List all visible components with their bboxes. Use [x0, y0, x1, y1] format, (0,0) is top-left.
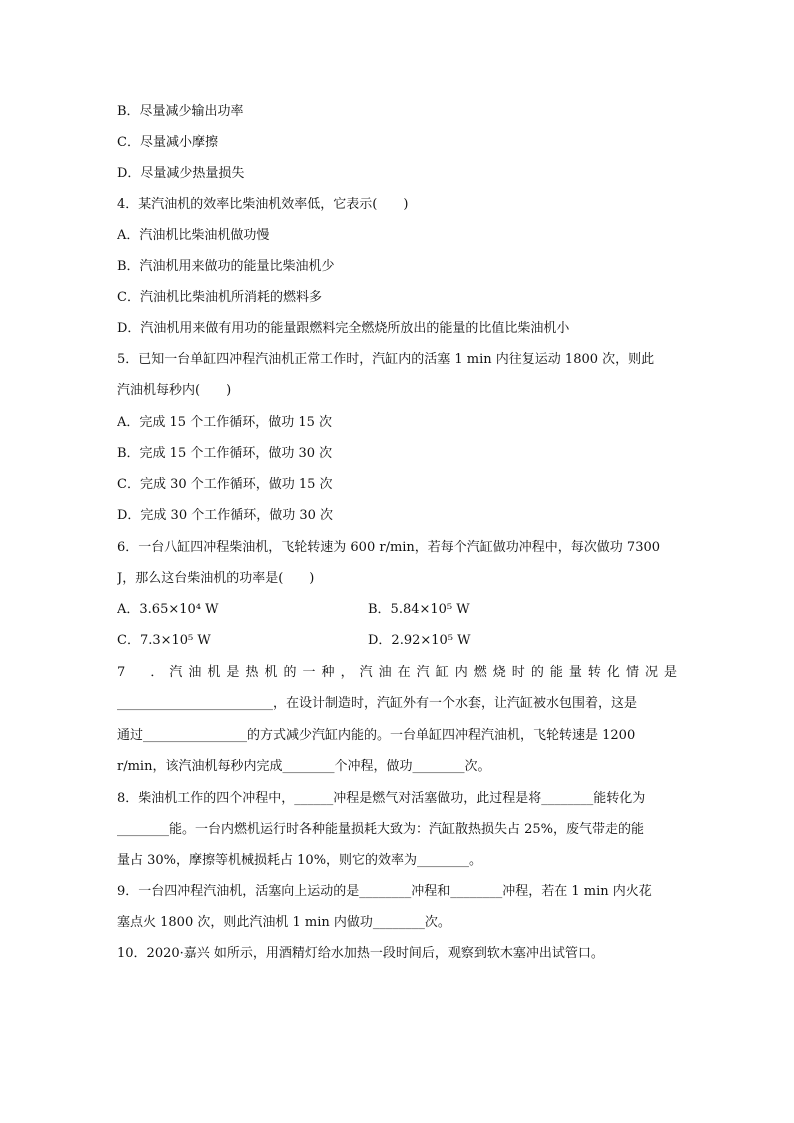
q5-option-d: D．完成 30 个工作循环，做功 30 次: [117, 508, 334, 523]
q3-option-d: D．尽量减少热量损失: [117, 166, 245, 181]
q8-line-1: 8．柴油机工作的四个冲程中，______冲程是燃气对活塞做功，此过程是将________能转化为: [117, 791, 646, 806]
q6-stem-line-2: J，那么这台柴油机的功率是( ): [117, 571, 315, 586]
q8-line-3: 量占 30%，摩擦等机械损耗占 10%，则它的效率为________。: [117, 853, 483, 868]
q5-stem-line-2: 汽油机每秒内( ): [117, 383, 232, 398]
q3-option-c: C．尽量减小摩擦: [117, 135, 218, 150]
q6-options-row-2: [117, 631, 677, 651]
q6-stem-line-1: 6．一台八缸四冲程柴油机，飞轮转速为 600 r/min，若每个汽缸做功冲程中，每次做功 7300: [117, 540, 661, 555]
q7-line-1: 7 ．汽油机是热机的一种，汽油在汽缸内燃烧时的能量转化情况是: [117, 665, 677, 680]
q3-option-b: B．尽量减少输出功率: [117, 104, 244, 119]
q6-options-row-1: [117, 600, 677, 620]
q4-stem: 4．某汽油机的效率比柴油机效率低，它表示( ): [117, 197, 409, 212]
q8-line-2: ________能。一台内燃机运行时各种能量损耗大致为：汽缸散热损失占 25%，废气带走的能: [117, 822, 645, 837]
q7-line-4: r/min，该汽油机每秒内完成________个冲程，做功________次。: [117, 759, 491, 774]
q4-option-c: C．汽油机比柴油机所消耗的燃料多: [117, 290, 322, 305]
q9-line-2: 塞点火 1800 次，则此汽油机 1 min 内做功________次。: [117, 915, 451, 930]
q7-line-2: ________________________，在设计制造时，汽缸外有一个水套，让汽缸被水包围着，这是: [117, 696, 638, 711]
q6-option-a: A．3.65×10⁴ W: [117, 602, 219, 617]
q6-option-c: C．7.3×10⁵ W: [117, 633, 211, 648]
q4-option-b: B．汽油机用来做功的能量比柴油机少: [117, 259, 335, 274]
q6-option-d: D．2.92×10⁵ W: [368, 633, 471, 648]
q4-option-a: A．汽油机比柴油机做功慢: [117, 228, 270, 243]
q10-stem: 10．2020·嘉兴 如所示，用酒精灯给水加热一段时间后，观察到软木塞冲出试管口。: [117, 946, 604, 961]
q5-option-c: C．完成 30 个工作循环，做功 15 次: [117, 477, 333, 492]
q9-line-1: 9．一台四冲程汽油机，活塞向上运动的是________冲程和________冲程，若在 1 min 内火花: [117, 884, 652, 899]
q4-option-d: D．汽油机用来做有用功的能量跟燃料完全燃烧所放出的能量的比值比柴油机小: [117, 321, 570, 336]
q5-option-a: A．完成 15 个工作循环，做功 15 次: [117, 415, 333, 430]
q6-option-b: B．5.84×10⁵ W: [368, 602, 470, 617]
q5-stem-line-1: 5．已知一台单缸四冲程汽油机正常工作时，汽缸内的活塞 1 min 内往复运动 1800 次，则此: [117, 352, 655, 367]
q5-option-b: B．完成 15 个工作循环，做功 30 次: [117, 446, 333, 461]
q7-line-3: 通过________________的方式减少汽缸内能的。一台单缸四冲程汽油机，飞轮转速是 1200: [117, 728, 636, 743]
